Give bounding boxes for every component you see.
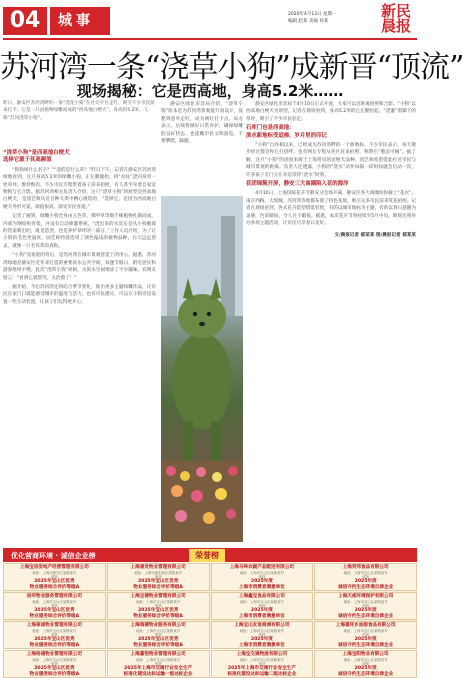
award-line: 诚信守约生态环境自律企业 xyxy=(338,584,394,590)
award-line: 诚信守约生态环境自律企业 xyxy=(338,613,394,619)
award-label: 荣获 xyxy=(258,633,266,637)
award-line: 物业服务综合评价等级A xyxy=(29,671,80,677)
section-title: 城事 xyxy=(50,7,110,35)
company-name: 上海宝阳物业有限公司 xyxy=(342,652,389,657)
company-address: 地址：上海市宝山区某路某号 xyxy=(32,658,77,662)
company-card xyxy=(107,621,210,649)
award-line: 物业服务综合评价等级A xyxy=(133,642,183,648)
paragraph: “小狗”受欢迎的背后，是苏河湾在城市景观营造上的用心。据悉，苏河湾绿地是静安区近年来打造的重要滨水公共空间，每逢节假日，附近居民和游客络绎不绝。此次“浇草小狗”亮相，为滨水空间增添了不少趣味。有网友留言：“看到它就想笑，太治愈了！” xyxy=(3,253,156,281)
award-label: 荣获 xyxy=(362,633,370,637)
section-heading: “浇草小狗”是西高地白梗犬 xyxy=(3,150,70,156)
company-name: 上海瑞捷物业服务有限公司 xyxy=(130,623,186,628)
topiary-dog-photo xyxy=(161,196,243,542)
company-name: 上海宝山友谊商城有限公司 xyxy=(234,623,290,628)
company-address: 地址：上海市宝山区某路某号 xyxy=(239,629,284,633)
award-line: 2025年宝山区优秀 xyxy=(137,637,179,642)
award-line: 诚信守约生态环境自律企业 xyxy=(338,642,394,648)
company-card xyxy=(211,621,314,649)
company-address: 地址：上海市宝山区某路某号 xyxy=(136,658,181,662)
company-address: 地址：上海市静安区某路某号 xyxy=(32,571,77,575)
company-address: 地址：上海市宝山区某路某号 xyxy=(343,629,388,633)
paragraph: 静安区绿化市容局于4月10日正式开放，大家可以近距离拍照和合影。“小狗”以西高地白梗犬为原型，记者在现场看到，身高5.2米的它左腿抬起，“浇灌”着脚下的草坪，吸引了不少市民驻足。 xyxy=(246,102,416,122)
company-address: 地址：上海市宝山区某路某号 xyxy=(136,629,181,633)
honor-roll-label: 荣誉榜 xyxy=(189,549,225,562)
company-address: 地址：上海市宝山区某路某号 xyxy=(32,629,77,633)
award-line: 2025年上海市交通行业安全生产 xyxy=(124,666,193,671)
award-label: 荣获 xyxy=(154,662,162,666)
article-center-column xyxy=(161,101,243,191)
award-line: 上海市消费者满意单位 xyxy=(238,613,285,619)
company-address: 地址：上海市宝山区某路某号 xyxy=(32,600,77,604)
company-card xyxy=(314,621,417,649)
company-card xyxy=(314,592,417,620)
award-label: 荣获 xyxy=(50,633,58,637)
ad-company-grid xyxy=(3,563,417,677)
company-card xyxy=(211,650,314,678)
award-line: 2025年度 xyxy=(250,637,273,642)
byline: 文/晨报记者 郁某某 图/晨报记者 郁某某 xyxy=(334,232,416,238)
award-line: 物业服务综合评价等级A xyxy=(29,584,80,590)
award-line: 2025年上海市交通行业安全生产 xyxy=(227,666,296,671)
award-line: 2025年度 xyxy=(354,637,377,642)
company-name: 上海鑫宝食品有限公司 xyxy=(238,594,285,599)
article-right-column xyxy=(246,101,416,541)
award-label: 荣获 xyxy=(258,575,266,579)
section-heading: 花团锦簇开屏，静安三大商圈陷入花的海洋 xyxy=(246,181,349,188)
company-address: 地址：上海市浦东新区某路某号 xyxy=(134,571,182,575)
award-line: 诚信守约生态环境自律企业 xyxy=(338,671,394,677)
company-card xyxy=(3,621,106,649)
award-label: 荣获 xyxy=(50,604,58,608)
company-card xyxy=(3,563,106,591)
company-name: 上海宝交通物流有限公司 xyxy=(236,652,288,657)
lead-paragraph: 昨日，静安区苏河湾畔的一条“浇花小狗”在社交平台走红，吸引不少市民前来打卡。它是一只由植物绿雕而成的“西高地白梗犬”，身高约5.2米，人称“苏河浇草小狗”。 xyxy=(3,101,155,121)
company-address: 地址：上海市宝山区某路某号 xyxy=(239,658,284,662)
masthead-meta xyxy=(288,11,368,25)
award-line: 2025年宝山区优秀 xyxy=(34,579,75,584)
award-label: 荣获 xyxy=(362,604,370,608)
award-label: 荣获 xyxy=(362,575,370,579)
company-address: 地址：上海市宝山区某路某号 xyxy=(239,600,284,604)
award-label: 荣获 xyxy=(258,604,266,608)
company-name: 上海泰诚物业管理有限公司 xyxy=(26,623,82,628)
paragraph: 静安区绿化市容局介绍，“浇草小狗”原本是为苏河湾景观提升而设计，没想到意外走红，成为网红打卡点。局方表示，后续将做好日常养护，确保绿雕的良好状态，也提醒市民文明游览，不要攀爬、踩踏。 xyxy=(161,102,243,145)
award-line: 上海市消费者满意单位 xyxy=(238,642,285,648)
ad-banner-text: 优化营商环境 · 诚信企业榜 xyxy=(11,552,96,560)
company-name: 上海富祥乡油脂食品有限公司 xyxy=(335,623,396,628)
paragraph: “小狗”自亮相以来，已经成为苏河湾畔的一个新地标。不少市民表示，每天散步经过都会和它打招呼。也有网友专程从外区赶来拍照，称赞它“憨态可掬”。据了解，这只“小狗”的创意来源于上海常见的宠物犬品种，园艺师希望借此拉近市民与城市景观的距离。负责人还透露，小狗的“浇水”动作每隔一段时间就会启动一次，许多孩子专门守在旁边等待“浇水”时刻。 xyxy=(246,143,416,178)
award-label: 荣获 xyxy=(154,633,162,637)
paragraph: 记者了解到，绿雕小狗全身由五色草、佛甲草等数千株植物扎制而成，内部为钢结构骨架，并设有自动喷灌系统。“浇出来的水其实是从小狗腿部的管道喷出的，既是造型，也是养护草坪的一部分。”工作人员介绍，为了让小狗的毛色更逼真，园艺师特意选用了颜色偏浅的植物品种，白天远远望去，就像一只毛茸茸的真狗。 xyxy=(3,214,156,249)
company-card xyxy=(211,563,314,591)
award-line: 2025年度 xyxy=(250,579,273,584)
company-card xyxy=(3,592,106,620)
company-address: 地址：上海市宝山区某路某号 xyxy=(239,571,284,575)
company-card xyxy=(107,650,210,678)
date-line: 2020年4月13日 星期一 xyxy=(288,12,337,17)
company-name: 上海马岭农副产品配送有限公司 xyxy=(229,565,295,570)
company-card xyxy=(314,650,417,678)
company-name: 上海贸邦食品有限公司 xyxy=(342,565,389,570)
paragraph: 4月10日，上海国际花卉节静安分会场开幕，静安区各大商圈纷纷披上“花衣”。南京西路、大悦城、苏河湾等地都布置了特色花境，吸引众多市民前来赏花拍照。记者在现场看到，各式花卉造型错落有致，有的以城市地标为主题，有的以春日意趣为灵感，色彩缤纷，令人目不暇接。据悉，本次花卉节将持续至5月中旬，期间还将举办多场主题活动，让市民尽享春日美好。 xyxy=(246,191,416,227)
company-card xyxy=(314,563,417,591)
header-rule xyxy=(3,38,417,40)
award-label: 荣获 xyxy=(258,662,266,666)
paragraph: 据介绍，今后苏河湾还将结合季节变化，推出更多主题绿雕作品，让市民在家门口就能感受城市的温度与活力。也有市民建议，可以在小狗旁边设置一些互动装置，让孩子们玩得更开心。 xyxy=(3,284,156,305)
company-address: 地址：上海市宝山区某路某号 xyxy=(343,658,388,662)
company-name: 上海嘉悦物业管理有限公司 xyxy=(130,652,186,657)
award-line: 标准化建设达标运输二级达标企业 xyxy=(227,671,297,677)
company-name: 上海宝捷物业管理有限公司 xyxy=(130,594,186,599)
headline: 苏河湾一条“浇草小狗”成新晋“顶流” xyxy=(0,50,463,85)
award-line: 2025年度 xyxy=(354,579,377,584)
section-heading: 滨水新地标受追捧，岁月里的印记 xyxy=(246,132,327,139)
award-line: 2025年宝山区优秀 xyxy=(34,637,75,642)
award-label: 荣获 xyxy=(50,662,58,666)
paragraph: “狗狗叫什么名字？”“浇的是什么草？”昨日下午，记者在静安区苏河湾绿地看到，这只身高5.2米的绿雕小狗，正左腿微抬，将“水柱”浇向身旁一处草坪，惟妙惟肖。不少市民专程带着孩子前来拍照，有人甚至牵着自家宠物狗与它合影。据苏河湾相关负责人介绍，这只“浇草小狗”的原型是西高地白梗犬，是园艺师从近百种犬类中精心挑选的，“选择它，是因为西高地白梗犬外形可爱，颜值很高，深受市民喜爱。” xyxy=(3,167,156,210)
award-line: 2025年宝山区优秀 xyxy=(137,579,179,584)
company-address: 地址：上海市宝山区某路某号 xyxy=(343,571,388,575)
company-name: 上海杨浦物业管理有限公司 xyxy=(26,652,82,657)
editor-line: 编辑 赵某 美编 何某 xyxy=(288,19,329,24)
section-heading: 选择它源于其高颜值 xyxy=(3,157,52,164)
award-label: 荣获 xyxy=(154,604,162,608)
company-name: 上海天威环境保护有限公司 xyxy=(338,594,394,599)
company-address: 地址：上海市宝山区某路某号 xyxy=(343,600,388,604)
award-line: 2025年度 xyxy=(354,666,377,671)
award-line: 物业服务综合评价等级A xyxy=(133,613,183,619)
article-left-column xyxy=(3,150,156,542)
award-line: 上海市消费者满意单位 xyxy=(238,584,285,590)
company-name: 进华物业服务管理有限公司 xyxy=(26,594,82,599)
award-line: 标准化建设达标运输一级达标企业 xyxy=(123,671,193,677)
photo-illustration xyxy=(161,196,243,542)
award-label: 荣获 xyxy=(154,575,162,579)
award-label: 荣获 xyxy=(50,575,58,579)
award-line: 2025年宝山区优秀 xyxy=(34,666,75,671)
newspaper-logo: 新民晨报 xyxy=(380,2,411,35)
subheadline: 现场揭秘：它是西高地，身高5.2米…… xyxy=(76,82,344,100)
award-line: 物业服务综合评价等级A xyxy=(29,613,80,619)
award-line: 物业服务综合评价等级A xyxy=(29,642,80,648)
award-line: 物业服务综合评价等级A xyxy=(133,584,183,590)
ad-banner xyxy=(3,548,417,562)
page-number: 04 xyxy=(3,7,47,35)
company-card xyxy=(211,592,314,620)
award-line: 2025年宝山区优秀 xyxy=(34,608,75,613)
company-card xyxy=(107,592,210,620)
award-line: 2025年宝山区优秀 xyxy=(137,608,179,613)
company-card xyxy=(107,563,210,591)
company-name: 上海浦发物业管理有限公司 xyxy=(130,565,186,570)
company-card xyxy=(3,650,106,678)
company-name: 上海宝房房地产经营管理有限公司 xyxy=(19,565,89,570)
company-address: 地址：上海市宝山区某路某号 xyxy=(136,600,181,604)
award-line: 2025年度 xyxy=(250,608,273,613)
section-heading: 石库门也是西高地： xyxy=(246,125,295,132)
award-line: 2025年度 xyxy=(354,608,377,613)
award-label: 荣获 xyxy=(362,662,370,666)
